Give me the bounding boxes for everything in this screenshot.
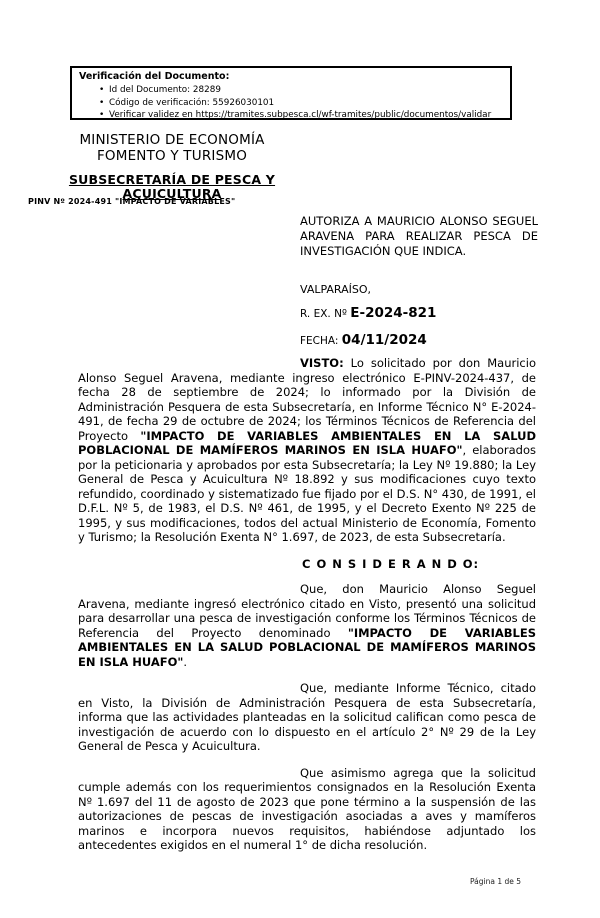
resolution-body bbox=[78, 356, 536, 865]
verification-item-text: Código de verificación: 55926030101 bbox=[109, 97, 275, 108]
letterhead bbox=[28, 132, 316, 201]
verification-item-document-id bbox=[79, 84, 505, 97]
resolution-number-label: R. EX. Nº bbox=[300, 308, 351, 320]
verification-box bbox=[70, 66, 512, 120]
ministry-name-line1: MINISTERIO DE ECONOMÍA bbox=[79, 132, 265, 148]
verification-url-text: Verificar validez en https://tramites.subpesca.cl/wf-tramites/public/documentos/validar bbox=[109, 110, 492, 120]
department-name-line1: SUBSECRETARÍA DE PESCA Y bbox=[68, 172, 276, 187]
verification-item-text: Id del Documento: 28289 bbox=[109, 85, 221, 95]
page-number: Página 1 de 5 bbox=[470, 877, 522, 886]
considerando-heading: C O N S I D E R A N D O: bbox=[302, 556, 480, 571]
visto-label: VISTO: bbox=[300, 356, 344, 370]
ministry-name-line2: FOMENTO Y TURISMO bbox=[96, 148, 248, 164]
resolution-subject: AUTORIZA A MAURICIO ALONSO SEGUEL ARAVENA PARA REALIZAR PESCA DE INVESTIGACIÓN QUE INDICA. bbox=[300, 214, 538, 258]
verification-list bbox=[79, 84, 505, 122]
resolution-number-value: E-2024-821 bbox=[350, 305, 437, 321]
bullet-icon: • bbox=[99, 85, 105, 95]
considerando-paragraph-2: Que, mediante Informe Técnico, citado en Visto, la División de Administración Pesquera de esta Subsecretaría, informa que las actividades planteadas en la solicitud califican como pesca de investigación de acuerdo con lo dispuesto en el artículo 2° Nº 29 de la Ley General de Pesca y Acuicultura. bbox=[78, 681, 536, 753]
bullet-icon: • bbox=[99, 110, 105, 120]
paragraph1-text-1: Que, don Mauricio Alonso Seguel Aravena, mediante ingresó electrónico citado en Visto, presentó una solicitud para desarrollar una pesca de investigación conforme los Términos Técnicos de Referencia del Proyecto denominado bbox=[78, 582, 536, 640]
city-line: VALPARAÍSO, bbox=[300, 283, 372, 296]
department-name-line2: ACUICULTURA bbox=[122, 186, 222, 201]
visto-paragraph bbox=[78, 356, 536, 545]
considerando-paragraph-3: Que asimismo agrega que la solicitud cumple además con los requerimientos consignados en la Resolución Exenta Nº 1.697 del 11 de agosto de 2023 que pone término a la suspensión de las autorizaciones de pescas de investigación asociadas a aves y mamíferos marinos e incorpora nuevos requisitos, habiéndose adjuntado los antecedentes exigidos en el numeral 1° de dicha resolución. bbox=[78, 765, 536, 852]
date-value: 04/11/2024 bbox=[341, 332, 427, 348]
project-title-bold: "IMPACTO DE VARIABLES AMBIENTALES EN LA SALUD POBLACIONAL DE MAMÍFEROS MARINOS EN ISLA HUAFO" bbox=[78, 625, 536, 669]
bullet-icon: • bbox=[99, 97, 105, 108]
visto-text-1: Lo solicitado por don Mauricio Alonso Seguel Aravena, mediante ingreso electrónico E-PINV-2024-437, de fecha 28 de septiembre de 2024; lo informado por la División de Administración Pesquera de esta Subsecretaría, en Informe Técnico N° E-2024-491, de fecha 29 de octubre de 2024; los Términos Técnicos de Referencia del Proyecto bbox=[78, 356, 536, 443]
paragraph1-text-2: . bbox=[183, 654, 188, 669]
verification-item-url bbox=[79, 109, 505, 122]
date-label: FECHA: bbox=[300, 335, 342, 347]
resolution-number-line bbox=[300, 305, 436, 321]
verification-title: Verificación del Documento: bbox=[79, 71, 230, 82]
project-reference: PINV Nº 2024-491 "IMPACTO DE VARIABLES" bbox=[28, 197, 236, 206]
date-line bbox=[300, 332, 427, 348]
verification-item-code bbox=[79, 97, 505, 110]
project-title-bold: "IMPACTO DE VARIABLES AMBIENTALES EN LA SALUD POBLACIONAL DE MAMÍFEROS MARINOS EN ISLA HUAFO" bbox=[78, 428, 536, 457]
visto-text-2: , elaborados por la peticionaria y aprobados por esta Subsecretaría; la Ley Nº 19.880; la Ley General de Pesca y Acuicultura Nº 18.892 y sus modificaciones cuyo texto refundido, coordinado y sistematizado fue fijado por el D.S. N° 430, de 1991, el D.F.L. Nº 5, de 1983, el D.S. Nº 461, de 1995, y el Decreto Exento Nº 225 de 1995, y sus modificaciones, todos del actual Ministerio de Economía, Fomento y Turismo; la Resolución Exenta N° 1.697, de 2023, de esta Subsecretaría. bbox=[78, 443, 536, 544]
considerando-paragraph-1 bbox=[78, 582, 536, 669]
